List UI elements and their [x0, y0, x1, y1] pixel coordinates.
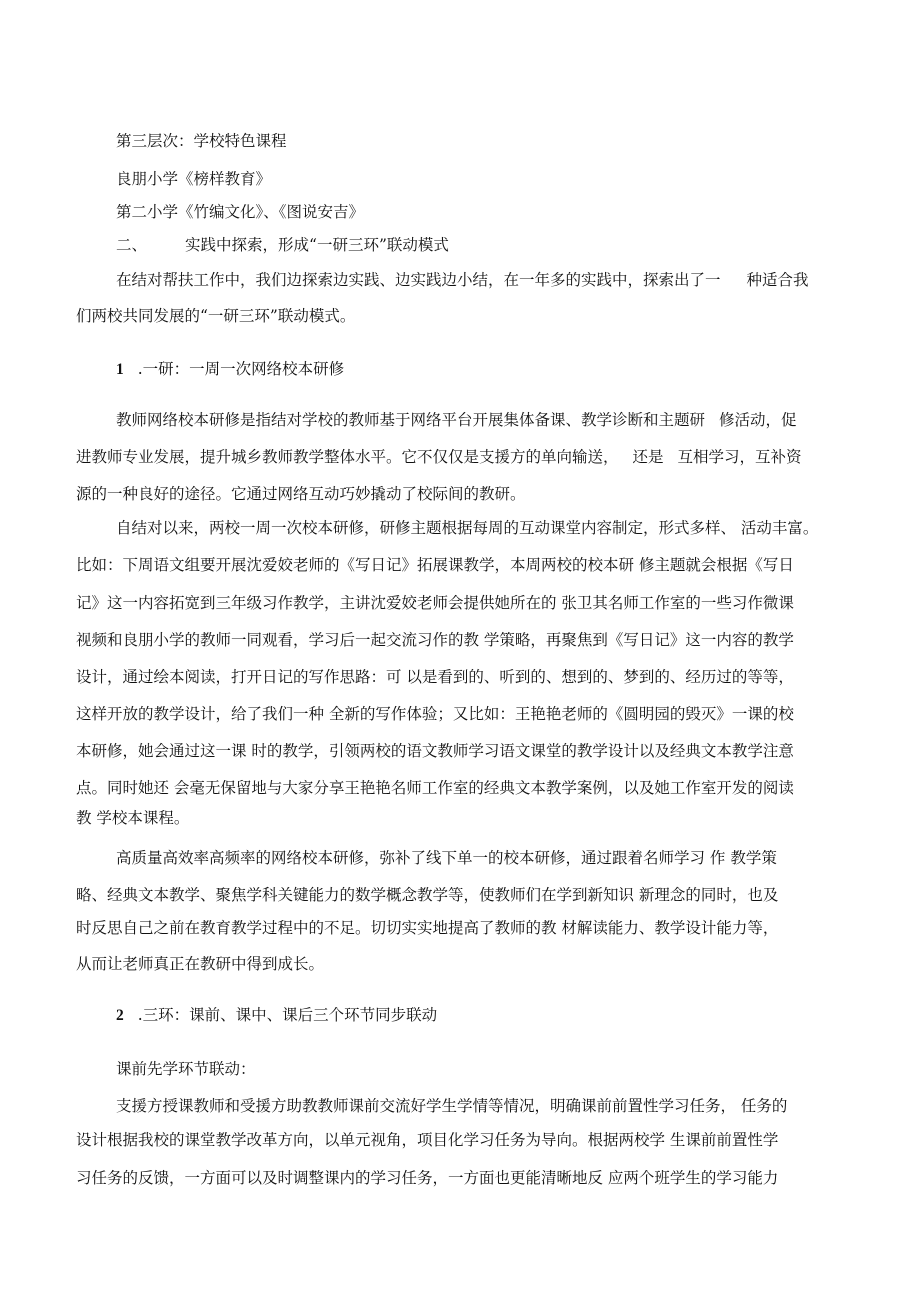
section2-title: 实践中探索，形成“一研三环”联动模式	[185, 236, 449, 254]
para2-line-2: 比如：下周语文组要开展沈爱姣老师的《写日记》拓展课教学，本周两校的校本研 修主题就会根据《写日	[76, 556, 794, 574]
intro-line-2: 们两校共同发展的“一研三环”联动模式。	[76, 307, 356, 325]
para1-line-2: 进教师专业发展，提升城乡教师教学整体水平。它不仅仅是支援方的单向输送， 还是 互相学习，互补资	[76, 448, 802, 466]
item1-heading	[116, 359, 344, 380]
para3-line-2: 略、经典文本教学、聚焦学科关键能力的数学概念教学等，使教师们在学到新知识 新理念的同时，也及	[76, 886, 779, 904]
section2-number: 二、	[116, 236, 148, 254]
para2-line-8: 点。同时她还 会毫无保留地与大家分享王艳艳名师工作室的经典文本教学案例，以及她工作室开发的阅读	[76, 779, 794, 797]
school2-courses: 第二小学《竹编文化》、《图说安吉》	[116, 203, 365, 221]
item2-number: 2	[116, 1007, 124, 1024]
pre-class-heading: 课前先学环节联动：	[116, 1060, 256, 1078]
para3-line-1: 高质量高效率高频率的网络校本研修，弥补了线下单一的校本研修，通过跟着名师学习 作 教学策	[116, 849, 777, 867]
intro-line-1: 在结对帮扶工作中，我们边探索边实践、边实践边小结，在一年多的实践中，探索出了一 种适合我	[116, 271, 809, 289]
para2-line-4: 视频和良朋小学的教师一同观看，学习后一起交流习作的教 学策略，再聚焦到《写日记》这一内容的教学	[76, 631, 794, 649]
pre-class-line-1: 支援方授课教师和受援方助教教师课前交流好学生学情等情况，明确课前前置性学习任务， 任务的	[116, 1097, 788, 1115]
para2-line-5: 设计，通过绘本阅读，打开日记的写作思路：可 以是看到的、听到的、想到的、梦到的、经历过的等等，	[76, 668, 794, 686]
para2-line-6: 这样开放的教学设计，给了我们一种 全新的写作体验；又比如：王艳艳老师的《圆明园的毁灭》一课的校	[76, 705, 794, 723]
para2-line-9: 教 学校本课程。	[76, 809, 190, 827]
liangpeng-course: 良朋小学《榜样教育》	[116, 170, 272, 188]
para1-line-1: 教师网络校本研修是指结对学校的教师基于网络平台开展集体备课、教学诊断和主题研 修活动，促	[116, 411, 797, 429]
pre-class-line-2: 设计根据我校的课堂教学改革方向，以单元视角，项目化学习任务为导向。根据两校学 生课前前置性学	[76, 1131, 779, 1149]
item2-heading	[116, 1005, 437, 1026]
item1-number: 1	[116, 361, 124, 378]
item2-title: .三环：课前、课中、课后三个环节同步联动	[137, 1006, 438, 1024]
para2-line-1: 自结对以来，两校一周一次校本研修，研修主题根据每周的互动课堂内容制定，形式多样、 活动丰富。	[116, 519, 819, 537]
level3-heading: 第三层次：学校特色课程	[116, 132, 287, 150]
para3-line-4: 从而让老师真正在教研中得到成长。	[76, 955, 325, 973]
para1-line-3: 源的一种良好的途径。它通过网络互动巧妙撬动了校际间的教研。	[76, 485, 526, 503]
para2-line-3: 记》这一内容拓宽到三年级习作教学，主讲沈爱姣老师会提供她所在的 张卫其名师工作室的一些习作微课	[76, 594, 794, 612]
pre-class-line-3: 习任务的反馈，一方面可以及时调整课内的学习任务，一方面也更能清晰地反 应两个班学生的学习能力	[76, 1169, 779, 1187]
item1-title: .一研：一周一次网络校本研修	[137, 360, 345, 378]
para2-line-7: 本研修，她会通过这一课 时的教学，引领两校的语文教师学习语文课堂的教学设计以及经典文本教学注意	[76, 742, 794, 760]
section2-heading	[116, 235, 449, 255]
para3-line-3: 时反思自己之前在教育教学过程中的不足。切切实实地提高了教师的教 材解读能力、教学设计能力等，	[76, 919, 779, 937]
